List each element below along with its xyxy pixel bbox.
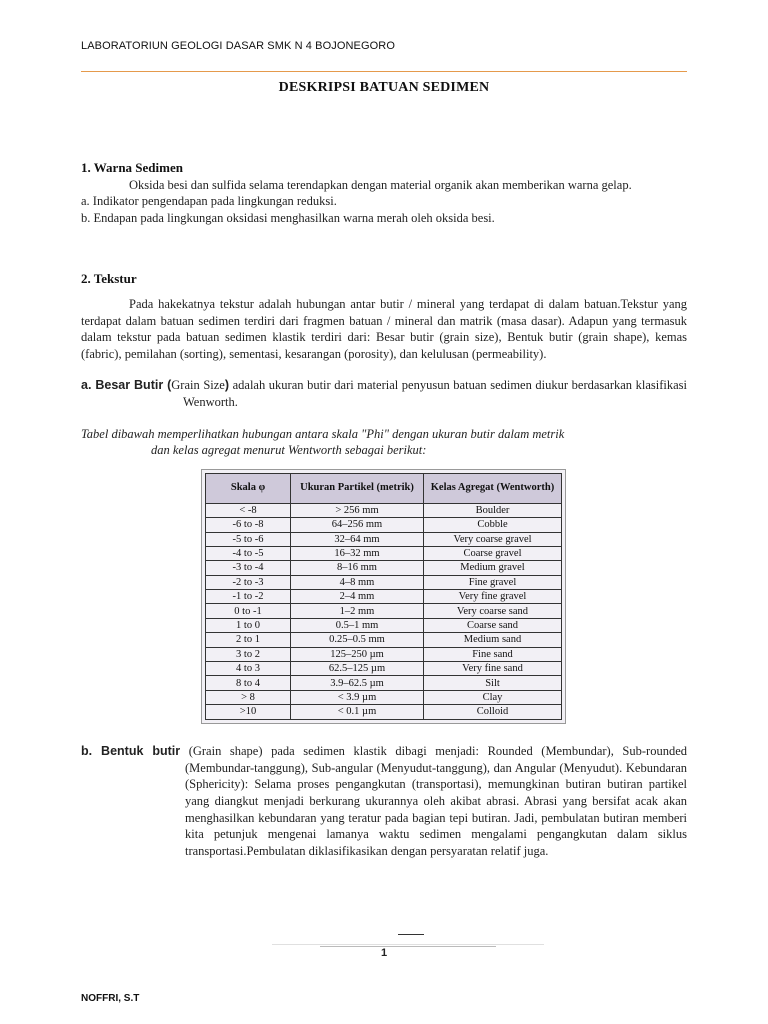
table-caption-line-1: Tabel dibawah memperlihatkan hubungan antara skala "Phi" dengan ukuran butir dalam metrik	[81, 426, 565, 441]
table-cell: -3 to -4	[206, 561, 291, 575]
table-cell: Very coarse sand	[424, 604, 562, 618]
table-cell: -4 to -5	[206, 546, 291, 560]
table-row	[206, 705, 562, 719]
table-row	[206, 618, 562, 632]
besar-butir-paragraph	[81, 377, 687, 410]
table-cell: 62.5–125 µm	[291, 662, 424, 676]
table-cell: 4–8 mm	[291, 575, 424, 589]
table-cell: < 0.1 µm	[291, 705, 424, 719]
table-cell: 2 to 1	[206, 633, 291, 647]
running-header: LABORATORIUN GEOLOGI DASAR SMK N 4 BOJONEGORO	[81, 40, 395, 52]
document-title: DESKRIPSI BATUAN SEDIMEN	[278, 80, 490, 95]
table-row	[206, 575, 562, 589]
table-cell: 0.5–1 mm	[291, 618, 424, 632]
table-cell: 64–256 mm	[291, 518, 424, 532]
table-cell: Clay	[424, 690, 562, 704]
section-2-heading: 2. Tekstur	[81, 271, 137, 287]
table-cell: Very fine gravel	[424, 590, 562, 604]
bentuk-butir-paragraph	[81, 743, 687, 859]
spacer	[81, 226, 687, 271]
table-cell: Silt	[424, 676, 562, 690]
table-header-cell: Ukuran Partikel (metrik)	[291, 473, 424, 503]
table-cell: < -8	[206, 503, 291, 517]
table-cell: Very fine sand	[424, 662, 562, 676]
table-cell: Coarse sand	[424, 618, 562, 632]
table-cell: 8 to 4	[206, 676, 291, 690]
table-cell: Fine sand	[424, 647, 562, 661]
table-cell: 2–4 mm	[291, 590, 424, 604]
table-cell: Cobble	[424, 518, 562, 532]
section-1-item-b: b. Endapan pada lingkungan oksidasi menghasilkan warna merah oleh oksida besi.	[81, 210, 495, 225]
table-cell: 32–64 mm	[291, 532, 424, 546]
table-cell: Colloid	[424, 705, 562, 719]
table-cell: 0 to -1	[206, 604, 291, 618]
table-row	[206, 647, 562, 661]
table-cell: 16–32 mm	[291, 546, 424, 560]
table-cell: Boulder	[424, 503, 562, 517]
besar-butir-label-close: )	[224, 378, 230, 393]
table-row	[206, 690, 562, 704]
table-row	[206, 518, 562, 532]
section-1-item-a: a. Indikator pengendapan pada lingkungan reduksi.	[81, 194, 337, 209]
table-cell: 4 to 3	[206, 662, 291, 676]
table-cell: < 3.9 µm	[291, 690, 424, 704]
table-cell: 1 to 0	[206, 618, 291, 632]
spacer	[81, 411, 687, 426]
table-cell: 0.25–0.5 mm	[291, 633, 424, 647]
table-cell: >10	[206, 705, 291, 719]
footer-dash	[398, 934, 424, 935]
table-row	[206, 503, 562, 517]
section-1-heading: 1. Warna Sedimen	[81, 160, 183, 175]
table-cell: > 256 mm	[291, 503, 424, 517]
besar-butir-label: a. Besar Butir (	[81, 378, 172, 393]
table-row	[206, 662, 562, 676]
table-row	[206, 604, 562, 618]
grain-size-table	[205, 473, 562, 720]
footer-rule-dark	[320, 946, 496, 947]
document-body	[81, 160, 687, 859]
table-row	[206, 532, 562, 546]
header-rule	[81, 71, 687, 72]
table-cell: Very coarse gravel	[424, 532, 562, 546]
table-cell: > 8	[206, 690, 291, 704]
footer-author: NOFFRI, S.T	[81, 993, 140, 1004]
section-1-paragraph: Oksida besi dan sulfida selama terendapkan dengan material organik akan memberikan warna gelap.	[129, 177, 632, 192]
spacer	[81, 288, 687, 296]
table-cell: -6 to -8	[206, 518, 291, 532]
table-caption-line-2: dan kelas agregat menurut Wentworth sebagai berikut:	[151, 443, 427, 458]
table-cell: -5 to -6	[206, 532, 291, 546]
table-cell: Coarse gravel	[424, 546, 562, 560]
table-row	[206, 561, 562, 575]
table-cell: -1 to -2	[206, 590, 291, 604]
table-cell: Medium gravel	[424, 561, 562, 575]
table-row	[206, 590, 562, 604]
table-cell: 8–16 mm	[291, 561, 424, 575]
table-header-cell: Kelas Agregat (Wentworth)	[424, 473, 562, 503]
page-number: 1	[380, 947, 388, 959]
table-cell: Medium sand	[424, 633, 562, 647]
table-cell: 3.9–62.5 µm	[291, 676, 424, 690]
table-header-cell: Skala φ	[206, 473, 291, 503]
spacer	[81, 728, 687, 743]
table-body	[206, 503, 562, 719]
table-header-row	[206, 473, 562, 503]
table-cell: 3 to 2	[206, 647, 291, 661]
spacer	[81, 362, 687, 377]
table-row	[206, 676, 562, 690]
table-cell: 1–2 mm	[291, 604, 424, 618]
table-cell: 125–250 µm	[291, 647, 424, 661]
table-cell: Fine gravel	[424, 575, 562, 589]
bentuk-butir-text: (Grain shape) pada sedimen klastik dibagi menjadi: Rounded (Membundar), Sub-rounded (Membundar-tanggung), Sub-angular (Menyudut-tanggung), dan Angular (Menyudut). Kebundaran (Sphericity): Selama proses pengangkutan (transportasi), memungkinan butiran butiran partikel yang diangkut menjadi berkurang ukurannya oleh akibat abrasi. Abrasi yang bersifat acak akan menghasilkan kebundaran yang teratur pada bagian tepi butiran. Jadi, pembulatan butiran memberi kita petunjuk mengenai lamanya waktu sedimen mengalami pengangkutan dalam siklus transportasi.Pembulatan diklasifikasikan dengan persyaratan relatif juga.	[180, 744, 687, 858]
bentuk-butir-label: b. Bentuk butir	[81, 744, 181, 759]
table-cell: -2 to -3	[206, 575, 291, 589]
grain-size-table-frame	[201, 469, 566, 724]
table-row	[206, 633, 562, 647]
footer-rule	[272, 944, 544, 945]
besar-butir-text: adalah ukuran butir dari material penyusun batuan sedimen diukur berdasarkan klasifikasi Wenworth.	[183, 378, 687, 409]
section-2-paragraph: Pada hakekatnya tekstur adalah hubungan antar butir / mineral yang terdapat di dalam batuan.Tekstur yang terdapat dalam batuan sedimen terdiri dari fragmen batuan / mineral dan matrik (masa dasar). Adapun yang termasuk dalam tekstur pada batuan sedimen klastik terdiri dari: Besar butir (grain size), Bentuk butir (grain shape), kemas (fabric), pemilahan (sorting), sementasi, kesarangan (porosity), dan kelulusan (permeability).	[81, 296, 687, 361]
besar-butir-term: Grain Size	[171, 378, 225, 393]
table-row	[206, 546, 562, 560]
table-caption	[81, 426, 687, 459]
